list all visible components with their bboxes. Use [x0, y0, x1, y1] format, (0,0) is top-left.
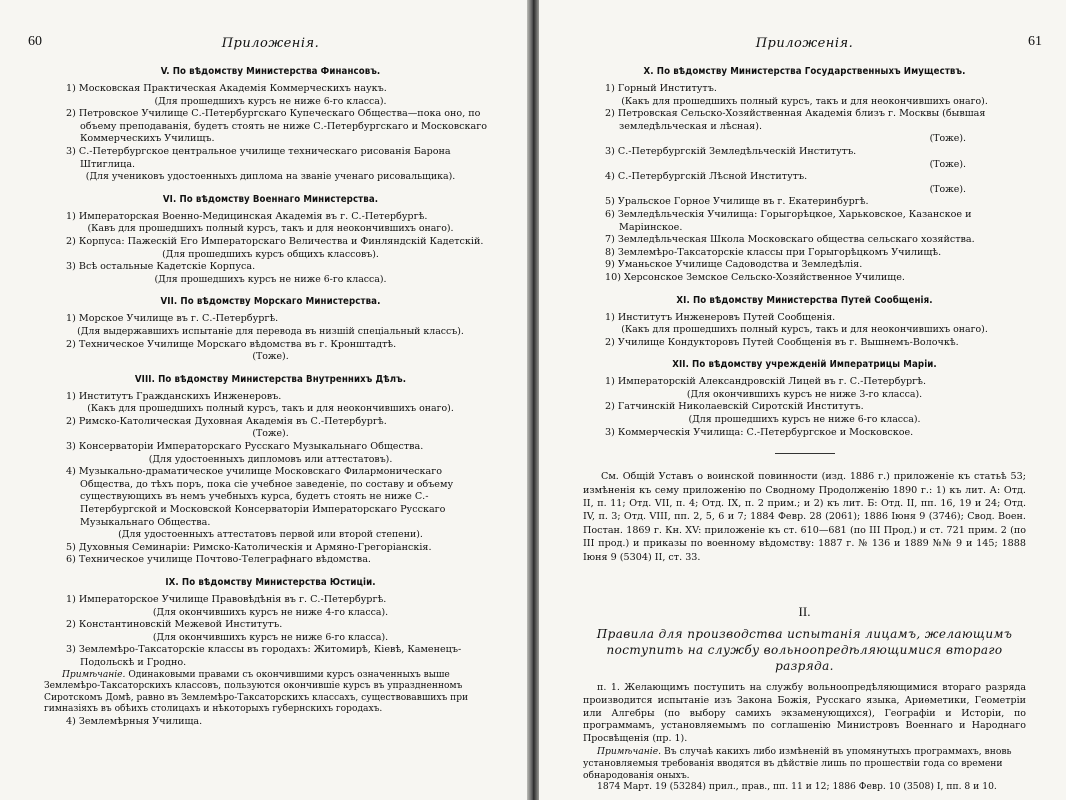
list-item: 1) Императорское Училище Правовѣдѣнія въ г. С.-Петербургѣ.: [66, 594, 387, 605]
parenthetical-note: (Тоже).: [929, 183, 966, 195]
list-item: 2) Гатчинскій Николаевскій Сиротскій Институтъ.: [605, 401, 864, 413]
section-heading: VI. По вѣдомству Военнаго Министерства.: [162, 193, 379, 205]
left-page-body: [44, 66, 497, 729]
list-item: 2) Техническое Училище Морскаго вѣдомства въ г. Кронштадтѣ.: [66, 338, 397, 350]
list-item: 1) Горный Институтъ.: [605, 83, 717, 94]
parenthetical-note: (Какъ для прошедшихъ полный курсъ, такъ и для неокончившихъ онаго).: [87, 403, 454, 415]
section-heading: VII. По вѣдомству Морскаго Министерства.: [160, 296, 381, 308]
note-label: Примѣчаніе.: [62, 669, 126, 680]
list-item: 8) Землемѣро-Таксаторскіе классы при Горыгорѣцкомъ Училищѣ.: [605, 246, 942, 258]
list-item: 3) С.-Петербургскій Земледѣльческій Институтъ.: [605, 145, 857, 157]
section-heading: XII. По вѣдомству учрежденій Императрицы Маріи.: [672, 359, 937, 371]
note-label: Примѣчаніе.: [597, 746, 662, 758]
left-page: [0, 0, 527, 800]
section-heading: IX. По вѣдомству Министерства Юстиціи.: [165, 577, 376, 588]
list-item: 3) Землемѣро-Таксаторскіе классы въ городахъ: Житомирѣ, Кіевѣ, Каменецъ-Подольскѣ и Гродно.: [66, 644, 462, 668]
parenthetical-note: (Для прошедшихъ курсъ не ниже 6-го класса).: [154, 273, 387, 285]
list-item: 7) Земледѣльческая Школа Московскаго общества сельскаго хозяйства.: [605, 234, 975, 246]
running-title: Приложенія.: [755, 36, 854, 51]
list-item: 2) Римско-Католическая Духовная Академія въ С.-Петербургѣ.: [66, 415, 387, 427]
parenthetical-note: (Тоже).: [929, 133, 966, 145]
parenthetical-note: (Для удостоенныхъ дипломовъ или аттестатовъ).: [148, 453, 393, 465]
list-item: 1) Московская Практическая Академія Коммерческихъ наукъ.: [66, 83, 387, 94]
running-header: [28, 34, 497, 56]
list-item: 2) Петровская Сельско-Хозяйственная Академія близъ г. Москвы (бывшая земледѣльческая и лѣсная).: [605, 108, 986, 132]
rule-paragraph: п. 1. Желающимъ поступить на службу вольноопредѣляющимися втораго разряда производится испытаніе изъ Закона Божія, Русскаго языка, Ариѳметики, Геометріи или Алгебры (по выбору самихъ экзаменующихся), Географіи и Исторіи, по программамъ, установляемымъ по соглашенію Министровъ Военнаго и Народнаго Просвѣщенія (пр. 1).: [583, 682, 1026, 745]
list-item: 4) С.-Петербургскій Лѣсной Институтъ.: [605, 171, 808, 183]
list-item: 3) С.-Петербургское центральное училище техническаго рисованія Барона Штиглица.: [66, 145, 451, 170]
parenthetical-note: (Для окончившихъ курсъ не ниже 6-го класса).: [152, 631, 389, 643]
note-text: Въ случаѣ какихъ либо измѣненій въ упомянутыхъ программахъ, вновь установляемыя требованія вводятся въ дѣйствіе лишь по прошествіи года со времени обнародованія оныхъ.: [583, 746, 1012, 781]
list-item: 1) Институтъ Инженеровъ Путей Сообщенія.: [605, 311, 836, 323]
running-title: Приложенія.: [221, 36, 320, 51]
list-item: 6) Техническое училище Почтово-Телеграфнаго вѣдомства.: [66, 554, 371, 566]
parenthetical-note: (Для удостоенныхъ аттестатовъ первой или второй степени).: [118, 529, 423, 541]
list-item: 1) Императорская Военно-Медицинская Академія въ г. С.-Петербургѣ.: [66, 210, 428, 222]
list-item: 2) Училище Кондукторовъ Путей Сообщенія въ г. Вышнемъ-Волочкѣ.: [605, 336, 959, 348]
parenthetical-note: (Какъ для прошедшихъ полный курсъ, такъ и для неокончившихъ онаго).: [621, 324, 988, 336]
list-item: 3) Всѣ остальные Кадетскіе Корпуса.: [66, 261, 256, 273]
list-item: 5) Уральское Горное Училище въ г. Екатеринбургѣ.: [605, 196, 869, 208]
rule-citation: 1874 Март. 19 (53284) прил., прав., пп. 11 и 12; 1886 Февр. 10 (3508) I, пп. 8 и 10.: [597, 781, 997, 793]
section-heading: VIII. По вѣдомству Министерства Внутреннихъ Дѣлъ.: [134, 373, 407, 385]
section-heading: X. По вѣдомству Министерства Государственныхъ Имуществъ.: [643, 66, 966, 77]
list-item: 2) Константиновскій Межевой Институтъ.: [66, 619, 283, 631]
parenthetical-note: (Для окончившихъ курсъ не ниже 3-го класса).: [686, 388, 923, 400]
parenthetical-note: (Тоже).: [252, 428, 289, 440]
rule-note: [583, 746, 1026, 781]
page-number: 61: [1028, 34, 1042, 49]
section-heading: XI. По вѣдомству Министерства Путей Сообщенія.: [676, 294, 933, 306]
book-gutter: [527, 0, 539, 800]
remark-note: [44, 670, 497, 716]
list-item: 2) Петровское Училище С.-Петербургскаго Купеческаго Общества—пока оно, по объему преподаванія, будетъ стоять не ниже С.-Петербургскаго и Московскаго Коммерческихъ Училищъ.: [66, 108, 488, 145]
parenthetical-note: (Какъ для прошедшихъ полный курсъ, такъ и для неокончившихъ онаго).: [621, 95, 988, 107]
list-item: 3) Консерваторіи Императорскаго Русскаго Музыкальнаго Общества.: [66, 441, 424, 453]
parenthetical-note: (Кавъ для прошедшихъ полный курсъ, такъ и для неокончившихъ онаго).: [87, 223, 454, 235]
parenthetical-note: (Для выдержавшихъ испытаніе для перевода въ низшій спеціальный классъ).: [77, 325, 464, 337]
list-item: 1) Институтъ Гражданскихъ Инженеровъ.: [66, 390, 282, 402]
parenthetical-note: (Тоже).: [252, 351, 289, 363]
parenthetical-note: (Тоже).: [929, 158, 966, 170]
list-item: 6) Земледѣльческія Училища: Горыгорѣцкое, Харьковское, Казанское и Маріинское.: [605, 208, 972, 233]
list-item: 10) Херсонское Земское Сельско-Хозяйственное Училище.: [605, 271, 905, 283]
rules-title: Правила для производства испытанія лицамъ, желающимъ поступить на службу вольноопредѣляющимися втораго разряда.: [596, 627, 1013, 674]
separator-rule: [775, 453, 835, 454]
list-item: 5) Духовныя Семинаріи: Римско-Католическія и Армяно-Грегоріанскія.: [66, 541, 432, 553]
list-item: 1) Императорскій Александровскій Лицей въ г. С.-Петербургѣ.: [605, 376, 926, 388]
running-header: [583, 34, 1042, 56]
page-number: 60: [28, 34, 42, 49]
list-item: 1) Морское Училище въ г. С.-Петербургѣ.: [66, 313, 279, 325]
parenthetical-note: (Для прошедшихъ курсъ не ниже 6-го класса).: [688, 414, 921, 426]
right-page: [539, 0, 1066, 800]
list-item: 3) Коммерческія Училища: С.-Петербургское и Московское.: [605, 426, 914, 438]
parenthetical-note: (Для учениковъ удостоенныхъ диплома на званіе ученаго рисовальщика).: [85, 171, 456, 183]
list-item: 2) Корпуса: Пажескій Его Императорскаго Величества и Финляндскій Кадетскій.: [66, 235, 484, 247]
list-item: 4) Землемѣрныя Училища.: [66, 715, 203, 727]
section-heading: V. По вѣдомству Министерства Финансовъ.: [160, 66, 381, 77]
part-number: II.: [798, 604, 811, 620]
parenthetical-note: (Для прошедшихъ курсъ не ниже 6-го класса).: [154, 95, 387, 107]
parenthetical-note: (Для прошедшихъ курсъ общихъ классовъ).: [162, 248, 379, 260]
list-item: 9) Уманьское Училище Садоводства и Земледѣлія.: [605, 259, 863, 271]
parenthetical-note: (Для окончившихъ курсъ не ниже 4-го класса).: [152, 606, 389, 618]
right-page-body: [583, 66, 1026, 439]
list-item: 4) Музыкально-драматическое училище Московскаго Филармоническаго Общества, до тѣхъ поръ, пока сіе учебное заведеніе, по составу и объему существующихъ въ немъ учебныхъ курса, будетъ стоять не ниже С.-Петербургской и Московской Консерваторіи Императорскаго Русскаго Музыкальнаго Общества.: [66, 466, 454, 528]
references-paragraph: См. Общій Уставъ о воинской повинности (изд. 1886 г.) приложеніе къ статьѣ 53; измѣненія къ сему приложенію по Сводному Продолженію 1890 г.: 1) къ лит. А: Отд. II, п. 11; Отд. VII, п. 4; Отд. IX, п. 2 прим.; и 2) къ лит. Б: Отд. II, пп. 16, 19 и 24; Отд. IV, п. 3; Отд. VIII, пп. 2, 5, 6 и 7; 1884 Февр. 28 (2061); 1886 Іюня 9 (3746); Свод. Воен. Постан. 1869 г. Кн. XV: приложеніе къ ст. 610—681 (по III Прод.) и ст. 721 прим. 2 (по III прод.) и приказы по военному вѣдомству: 1887 г. № 136 и 1889 №№ 9 и 145; 1888 Іюня 9 (5304) II, ст. 33.: [583, 471, 1026, 563]
note-text: Одинаковыми правами съ окончившими курсъ означенныхъ выше Землемѣро-Таксаторскихъ классовъ, пользуются окончившіе курсъ въ упраздненномъ Сиротскомъ Домѣ, равно въ Землемѣро-Таксаторскихъ классахъ, существовавшихъ при гимназіяхъ въ обѣихъ столицахъ и нѣкоторыхъ губернскихъ городахъ.: [44, 669, 469, 715]
